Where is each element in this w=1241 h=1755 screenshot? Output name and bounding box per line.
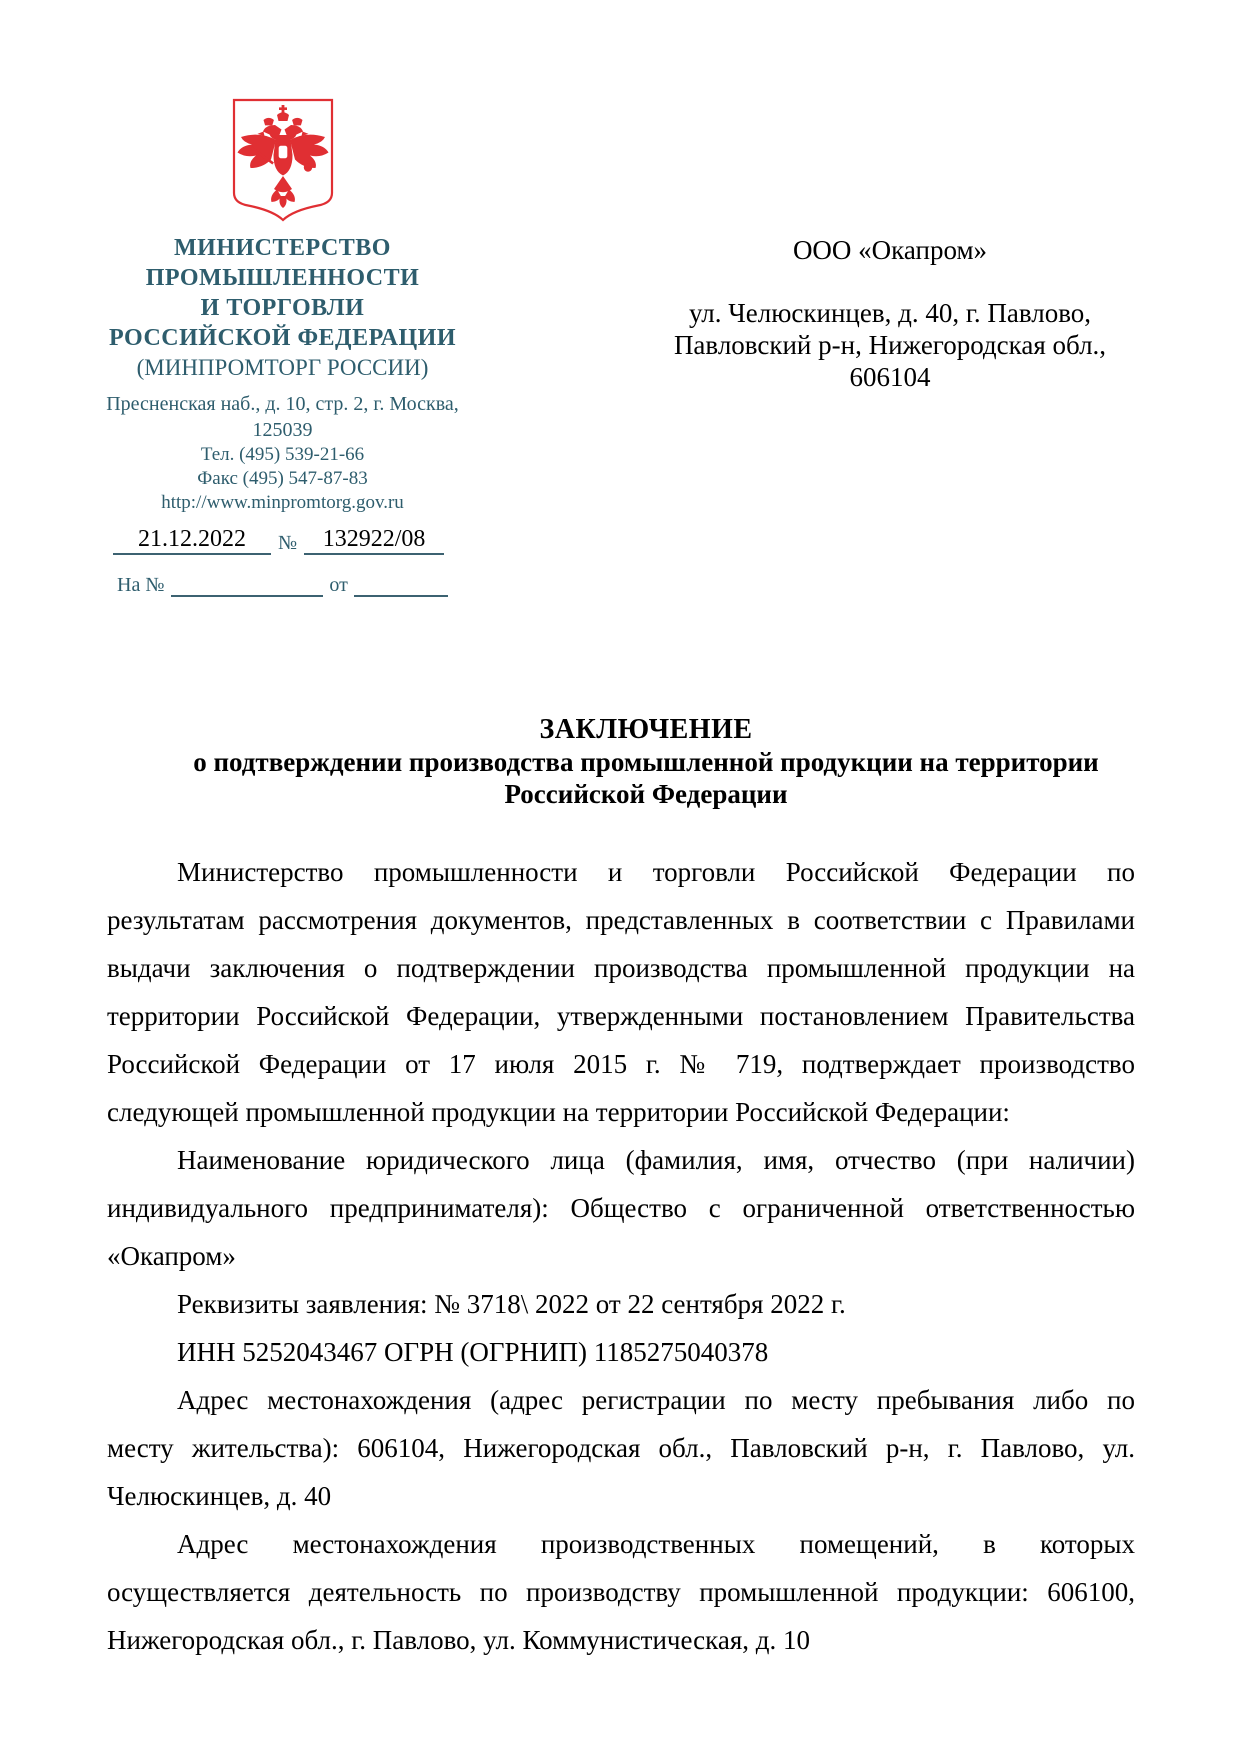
ministry-phone: Тел. (495) 539-21-66	[200, 444, 365, 465]
body-line: Адрес местонахождения (адрес регистрации по месту пребывания либо по	[177, 1385, 1135, 1415]
document-body	[107, 848, 1135, 1664]
ministry-name-line: И ТОРГОВЛИ	[200, 295, 365, 321]
body-line: результатам рассмотрения документов, представленных в соответствии с Правилами	[107, 905, 1135, 935]
ministry-short-name: (МИНПРОМТОРГ РОССИИ)	[136, 355, 429, 380]
recipient-address-line: 606104	[849, 362, 931, 392]
body-line: Нижегородская обл., г. Павлово, ул. Коммунистическая, д. 10	[107, 1625, 810, 1655]
body-line: «Окапром»	[107, 1241, 236, 1271]
ministry-fax: Факс (495) 547-87-83	[197, 468, 368, 489]
title-heading: ЗАКЛЮЧЕНИЕ	[539, 714, 753, 745]
paragraph	[107, 1376, 1135, 1520]
body-line: месту жительства): 606104, Нижегородская обл., Павловский р-н, г. Павлово, ул.	[107, 1433, 1135, 1463]
number-sign: №	[278, 532, 298, 554]
russian-coat-of-arms-icon	[230, 97, 336, 225]
paragraph	[107, 1280, 1135, 1328]
ministry-name	[75, 233, 490, 353]
body-line: следующей промышленной продукции на территории Российской Федерации:	[107, 1097, 1010, 1127]
body-line: Челюскинцев, д. 40	[107, 1481, 332, 1511]
paragraph	[107, 1520, 1135, 1664]
ministry-website: http://www.minpromtorg.gov.ru	[161, 492, 404, 513]
paragraph	[107, 1328, 1135, 1376]
reference-number-blank	[171, 595, 323, 597]
title-subtitle-line: о подтверждении производства промышленной продукции на территории	[193, 747, 1099, 777]
body-line: Российской Федерации от 17 июля 2015 г. № 719, подтверждает производство	[107, 1049, 1135, 1079]
body-line: Адрес местонахождения производственных помещений, в которых	[177, 1529, 1135, 1559]
body-line: территории Российской Федерации, утвержденными постановлением Правительства	[107, 1001, 1135, 1031]
reference-label: На №	[117, 574, 165, 596]
paragraph	[107, 1136, 1135, 1280]
date-number-row	[113, 526, 490, 555]
ministry-name-line: МИНИСТЕРСТВО	[174, 235, 391, 261]
paragraph	[107, 848, 1135, 1136]
document-title	[118, 714, 1174, 810]
recipient-address-line: ул. Челюскинцев, д. 40, г. Павлово,	[688, 298, 1092, 328]
title-subtitle-line: Российской Федерации	[504, 779, 788, 809]
ministry-name-line: РОССИЙСКОЙ ФЕДЕРАЦИИ	[108, 325, 457, 351]
recipient-block	[645, 234, 1135, 393]
recipient-address	[645, 297, 1135, 393]
letterhead	[75, 85, 490, 597]
document-date: 21.12.2022	[113, 526, 271, 555]
reference-row	[117, 573, 490, 597]
body-line: Наименование юридического лица (фамилия, имя, отчество (при наличии)	[177, 1145, 1135, 1175]
recipient-address-line: Павловский р-н, Нижегородская обл.,	[673, 330, 1107, 360]
body-line: осуществляется деятельность по производству промышленной продукции: 606100,	[107, 1577, 1135, 1607]
reference-from-label: от	[329, 574, 348, 596]
body-line: Министерство промышленности и торговли Российской Федерации по	[177, 857, 1135, 887]
body-line: ИНН 5252043467 ОГРН (ОГРНИП) 1185275040378	[177, 1337, 769, 1367]
document-number: 132922/08	[304, 526, 444, 555]
recipient-name: ООО «Окапром»	[792, 235, 988, 265]
body-line: выдачи заключения о подтверждении производства промышленной продукции на	[107, 953, 1135, 983]
ministry-name-line: ПРОМЫШЛЕННОСТИ	[145, 265, 420, 291]
body-line: индивидуального предпринимателя): Общество с ограниченной ответственностью	[107, 1193, 1135, 1223]
body-line: Реквизиты заявления: № 3718\ 2022 от 22 сентября 2022 г.	[177, 1289, 846, 1319]
ministry-postal-address: Пресненская наб., д. 10, стр. 2, г. Москва, 125039	[106, 393, 459, 441]
reference-date-blank	[354, 595, 448, 597]
